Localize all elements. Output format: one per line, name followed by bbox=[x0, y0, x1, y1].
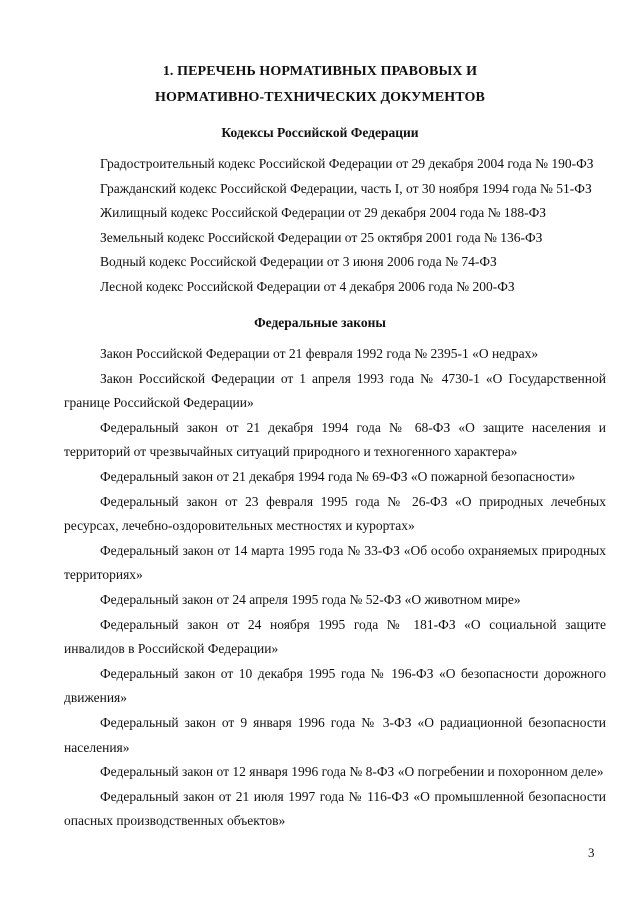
law-item: Закон Российской Федерации от 1 апреля 1993 года № 4730-1 «О Государственной границе Российской Федерации» bbox=[64, 370, 606, 411]
law-item: Федеральный закон от 21 декабря 1994 года № 69-ФЗ «О пожарной безопасности» bbox=[100, 468, 576, 484]
laws-list bbox=[64, 342, 606, 834]
section-title-line-1: 1. ПЕРЕЧЕНЬ НОРМАТИВНЫХ ПРАВОВЫХ И bbox=[162, 64, 478, 79]
law-item: Федеральный закон от 24 апреля 1995 года № 52-ФЗ «О животном мире» bbox=[100, 591, 521, 607]
law-item: Федеральный закон от 10 декабря 1995 года № 196-ФЗ «О безопасности дорожного движения» bbox=[64, 665, 606, 706]
code-item: Лесной кодекс Российской Федерации от 4 декабря 2006 года № 200-ФЗ bbox=[100, 278, 515, 294]
law-item: Федеральный закон от 12 января 1996 года № 8-ФЗ «О погребении и похоронном деле» bbox=[100, 764, 604, 780]
code-item: Гражданский кодекс Российской Федерации, часть I, от 30 ноября 1994 года № 51-ФЗ bbox=[100, 180, 592, 196]
law-item: Федеральный закон от 21 июля 1997 года № 116-ФЗ «О промышленной безопасности опасных производственных объектов» bbox=[64, 788, 606, 829]
law-item: Федеральный закон от 9 января 1996 года № 3-ФЗ «О радиационной безопасности населения» bbox=[64, 714, 606, 755]
section-title-line-2: НОРМАТИВНО-ТЕХНИЧЕСКИХ ДОКУМЕНТОВ bbox=[155, 90, 485, 105]
code-item: Земельный кодекс Российской Федерации от 25 октября 2001 года № 136-ФЗ bbox=[100, 229, 543, 245]
codes-list bbox=[100, 152, 620, 300]
code-item: Градостроительный кодекс Российской Федерации от 29 декабря 2004 года № 190-ФЗ bbox=[100, 156, 594, 171]
code-item: Жилищный кодекс Российской Федерации от 29 декабря 2004 года № 188-ФЗ bbox=[100, 205, 547, 221]
page-number: 3 bbox=[588, 845, 595, 860]
law-item: Федеральный закон от 14 марта 1995 года № 33-ФЗ «Об особо охраняемых природных территориях» bbox=[64, 542, 606, 583]
law-item: Федеральный закон от 21 декабря 1994 года № 68-ФЗ «О защите населения и территорий от чрезвычайных ситуаций природного и техногенного характера» bbox=[64, 419, 606, 460]
law-item: Федеральный закон от 23 февраля 1995 года № 26-ФЗ «О природных лечебных ресурсах, лечебно-оздоровительных местностях и курортах» bbox=[64, 493, 606, 534]
law-item: Закон Российской Федерации от 21 февраля 1992 года № 2395-1 «О недрах» bbox=[100, 346, 539, 361]
code-item: Водный кодекс Российской Федерации от 3 июня 2006 года № 74-ФЗ bbox=[100, 254, 497, 270]
codes-heading: Кодексы Российской Федерации bbox=[221, 125, 419, 140]
law-item: Федеральный закон от 24 ноября 1995 года № 181-ФЗ «О социальной защите инвалидов в Российской Федерации» bbox=[64, 616, 606, 657]
laws-heading: Федеральные законы bbox=[254, 315, 386, 330]
